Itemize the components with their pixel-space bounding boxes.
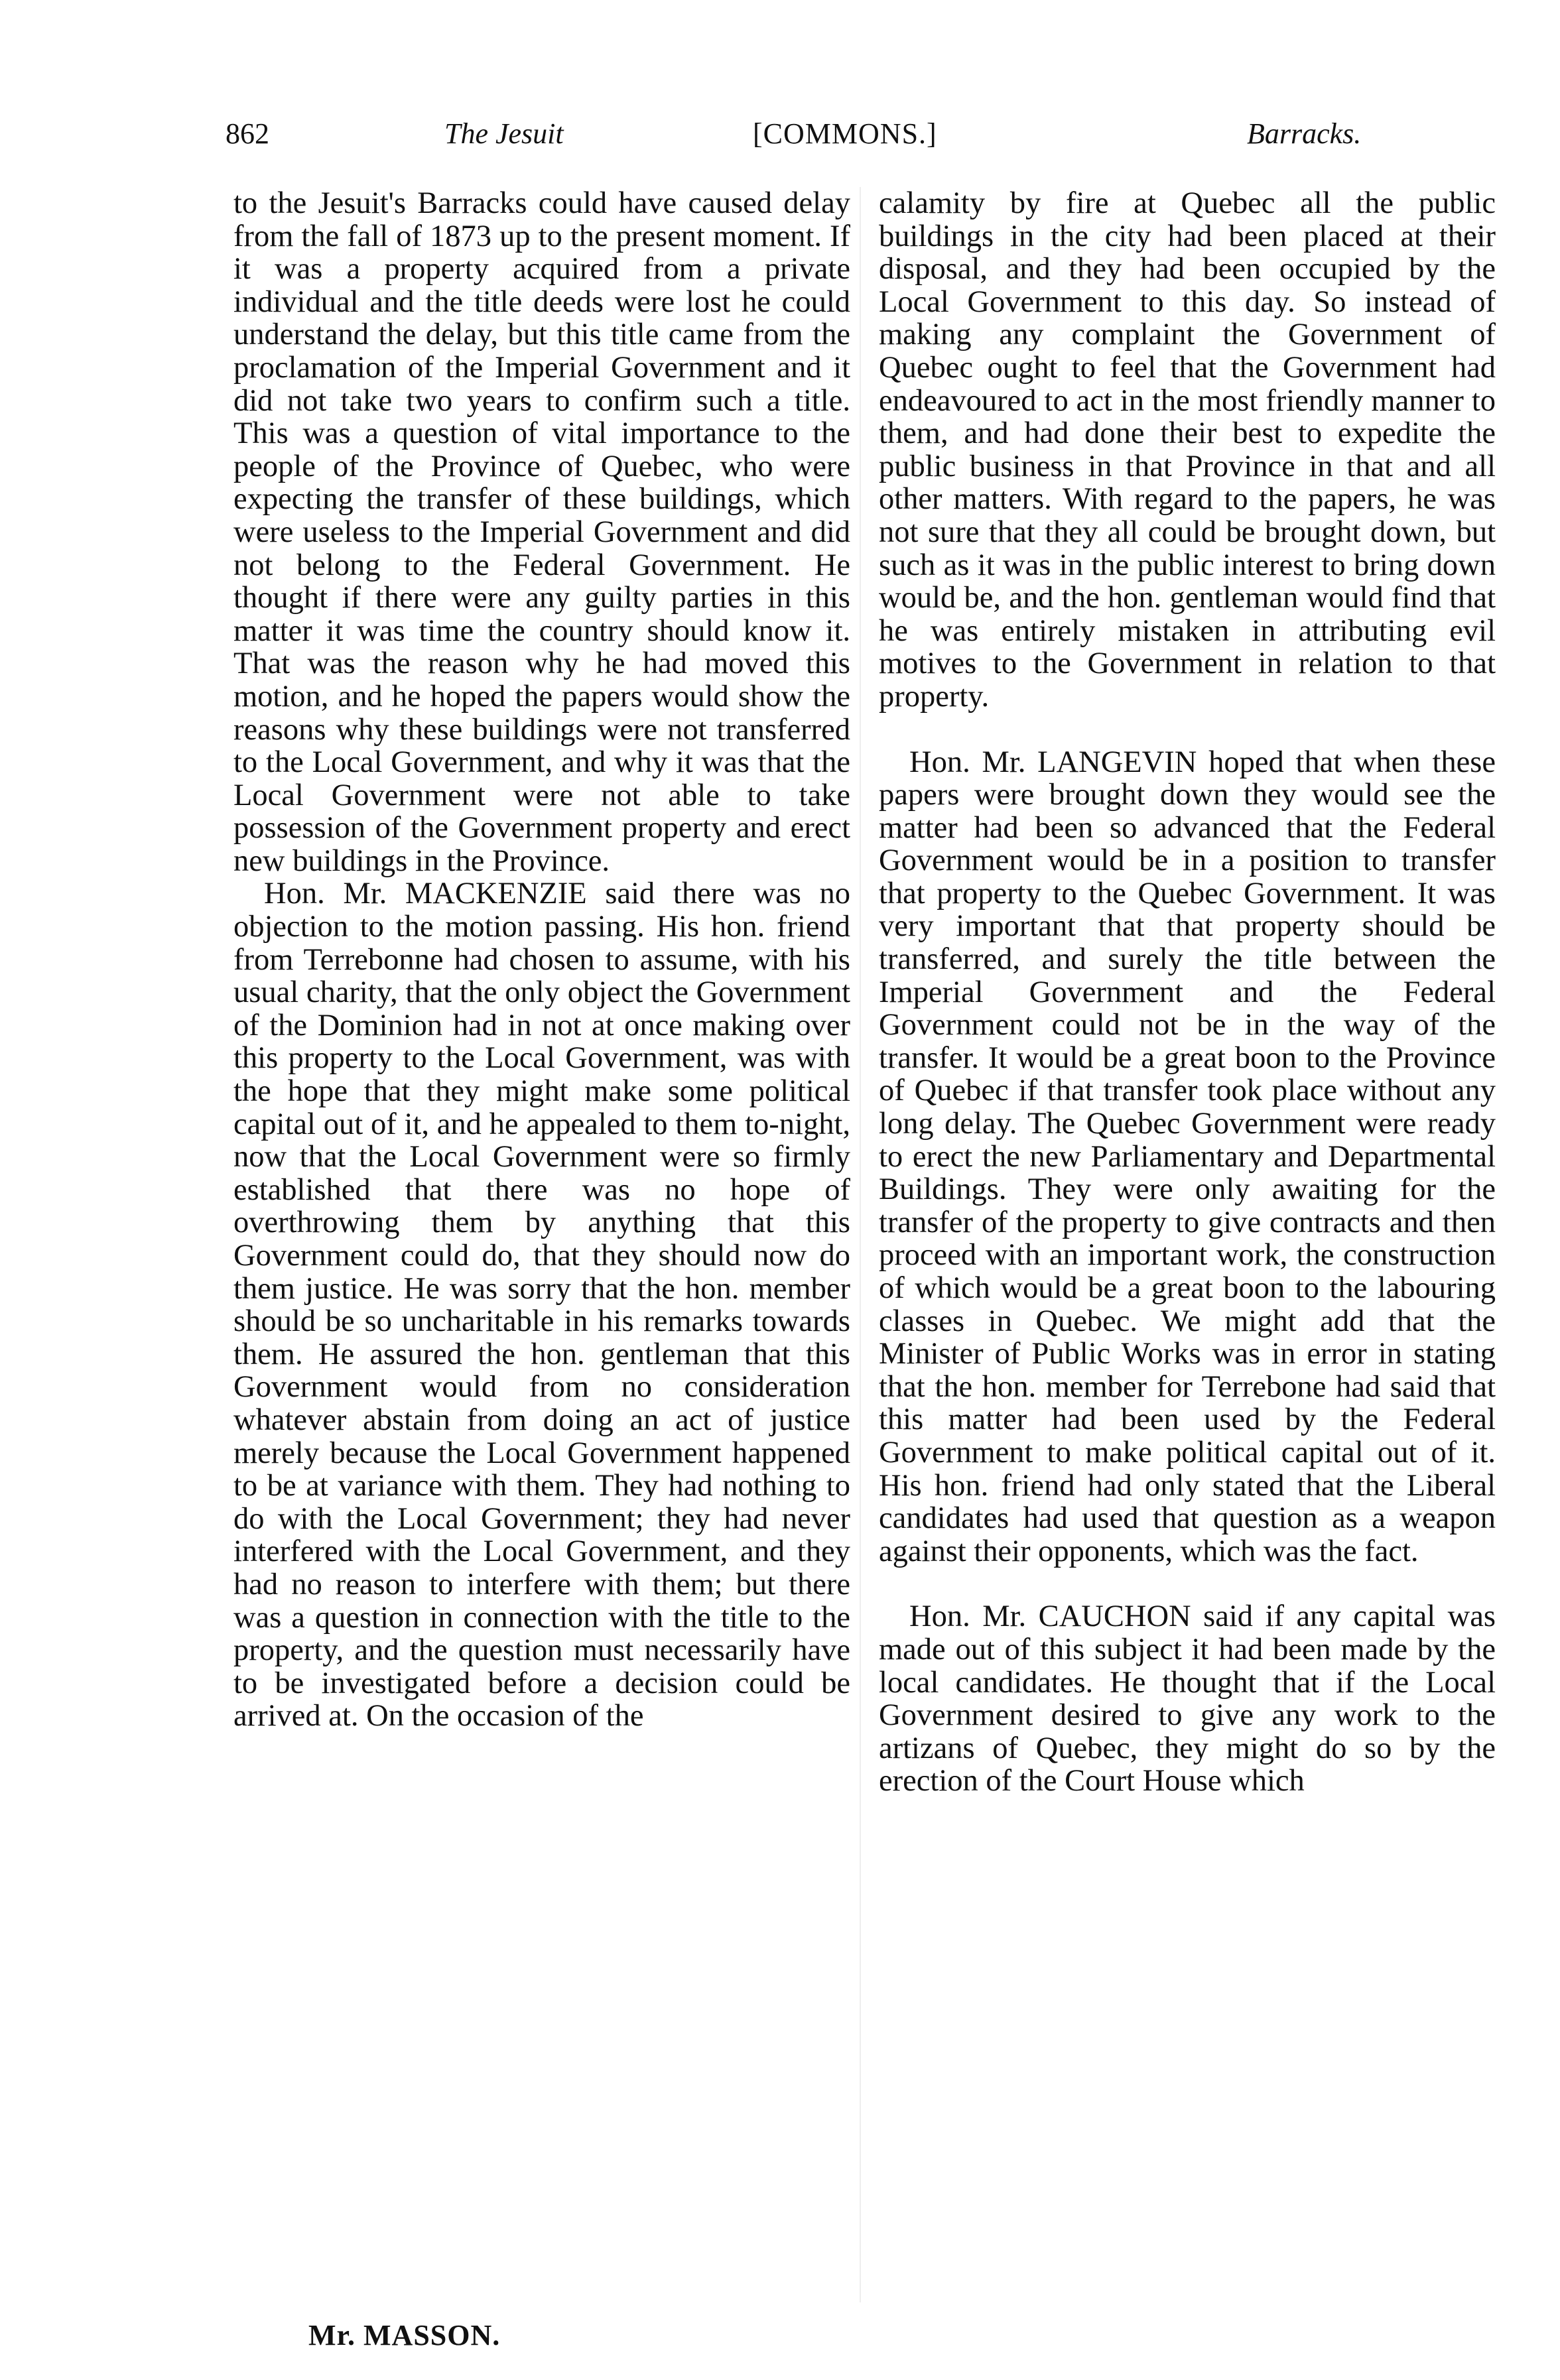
paragraph: Hon. Mr. LANGEVIN hoped that when these papers were brought down they would see the matter had been so advanced that the Federal Government would be in a position to transfer that property to the Quebec Government. It was very important that that property should be transferred, and surely the title between the Imperial Government and the Federal Government could not be in the way of the transfer. It would be a great boon to the Province of Quebec if that transfer took place without any long delay. The Quebec Government were ready to erect the new Parliamentary and Departmental Buildings. They were only awaiting for the transfer of the property to give contracts and then proceed with an important work, the construction of which would be a great boon to the labouring classes in Quebec. We might add that the Minister of Public Works was in error in stating that the hon. member for Terrebone had said that this matter had been used by the Federal Government to make political capital out of it. His hon. friend had only stated that the Liberal candidates had used that question as a weapon against their opponents, which was the fact. — [879, 745, 1496, 1568]
page-footer-speaker: Mr. MASSON. — [308, 2319, 501, 2351]
running-title-left: The Jesuit — [444, 117, 564, 150]
page-header — [226, 114, 1499, 160]
paragraph: calamity by fire at Quebec all the public buildings in the city had been placed at their disposal, and they had been occupied by the Local Government to this day. So instead of making any complaint the Government of Quebec ought to feel that the Government had endeavoured to act in the most friendly manner to them, and had done their best to expedite the public business in that Province in that and all other matters. With regard to the papers, he was not sure that they all could be brought down, but such as it was in the public interest to bring down would be, and the hon. gentleman would find that he was entirely mistaken in attributing evil motives to the Government in relation to that property. — [879, 186, 1496, 714]
column-divider — [860, 187, 861, 2302]
paragraph: Hon. Mr. CAUCHON said if any capital was made out of this subject it had been made by the local candidates. He thought that if the Local Government desired to give any work to the artizans of Quebec, they might do so by the erection of the Court House which — [879, 1599, 1496, 1798]
left-column — [233, 187, 850, 1733]
page-number: 862 — [226, 117, 269, 150]
running-title-right: Barracks. — [1247, 117, 1362, 150]
right-column — [879, 187, 1496, 1798]
paragraph: to the Jesuit's Barracks could have caused delay from the fall of 1873 up to the present moment. If it was a property acquired from a private individual and the title deeds were lost he could understand the delay, but this title came from the proclamation of the Imperial Government and it did not take two years to confirm such a title. This was a question of vital importance to the people of the Province of Quebec, who were expecting the transfer of these buildings, which were useless to the Imperial Government and did not belong to the Federal Government. He thought if there were any guilty parties in this matter it was time the country should know it. That was the reason why he had moved this motion, and he hoped the papers would show the reasons why these buildings were not transferred to the Local Government, and why it was that the Local Government were not able to take possession of the Government property and erect new buildings in the Province. — [233, 186, 850, 878]
running-title-center: [COMMONS.] — [753, 117, 937, 150]
paragraph: Hon. Mr. MACKENZIE said there was no objection to the motion passing. His hon. friend from Terrebonne had chosen to assume, with his usual charity, that the only object the Government of the Dominion had in not at once making over this property to the Local Government, was with the hope that they might make some political capital out of it, and he appealed to them to-night, now that the Local Government were so firmly established that there was no hope of overthrowing them by anything that this Government could do, that they should now do them justice. He was sorry that the hon. member should be so uncharitable in his remarks towards them. He assured the hon. gentleman that this Government would from no consideration whatever abstain from doing an act of justice merely because the Local Government happened to be at variance with them. They had nothing to do with the Local Government; they had never interfered with the Local Government, and they had no reason to interfere with them; but there was a question in connection with the title to the property, and the question must necessarily have to be investigated before a decision could be arrived at. On the occasion of the — [233, 877, 850, 1733]
